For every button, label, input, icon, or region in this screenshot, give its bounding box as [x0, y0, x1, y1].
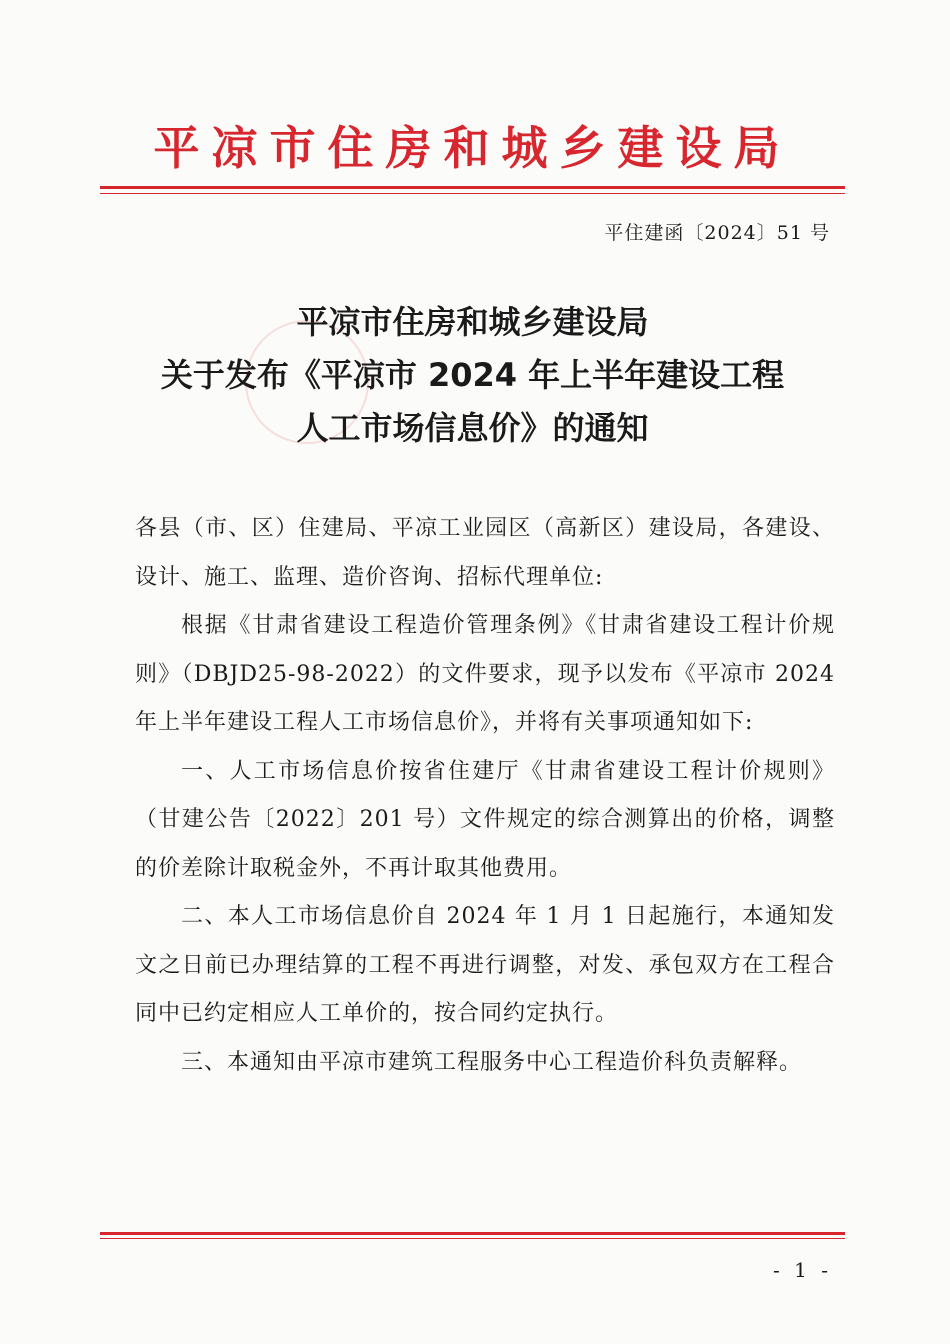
footer-rule-thin [100, 1238, 845, 1239]
title-line-1: 平凉市住房和城乡建设局 [296, 303, 649, 341]
document-number: 平住建函〔2024〕51 号 [604, 222, 830, 244]
page-number: - 1 - [773, 1258, 832, 1282]
title-line-3: 人工市场信息价》的通知 [296, 409, 649, 447]
item-3-paragraph: 三、本通知由平凉市建筑工程服务中心工程造价科负责解释。 [181, 1049, 803, 1075]
addressee-paragraph: 各县（市、区）住建局、平凉工业园区（高新区）建设局，各建设、设计、施工、监理、造价咨询、招标代理单位: [135, 516, 835, 590]
item-1-paragraph: 一、人工市场信息价按省住建厅《甘肃省建设工程计价规则》（甘建公告〔2022〕201 号）文件规定的综合测算出的价格，调整的价差除计取税金外，不再计取其他费用。 [135, 758, 835, 881]
footer-rule-thick [100, 1232, 845, 1235]
title-line-2: 关于发布《平凉市 2024 年上半年建设工程 [160, 356, 785, 394]
intro-paragraph: 根据《甘肃省建设工程造价管理条例》《甘肃省建设工程计价规则》（DBJD25-98-2022）的文件要求，现予以发布《平凉市 2024 年上半年建设工程人工市场信息价》，并将有关事项通知如下: [135, 613, 835, 735]
agency-masthead: 平凉市住房和城乡建设局 [153, 121, 792, 175]
masthead-rule-thick [100, 186, 845, 189]
notice-title [100, 296, 845, 455]
notice-body [135, 505, 835, 1087]
item-2-paragraph: 二、本人工市场信息价自 2024 年 1 月 1 日起施行，本通知发文之日前已办理结算的工程不再进行调整，对发、承包双方在工程合同中已约定相应人工单价的，按合同约定执行。 [135, 904, 835, 1026]
masthead-rule-thin [100, 193, 845, 194]
